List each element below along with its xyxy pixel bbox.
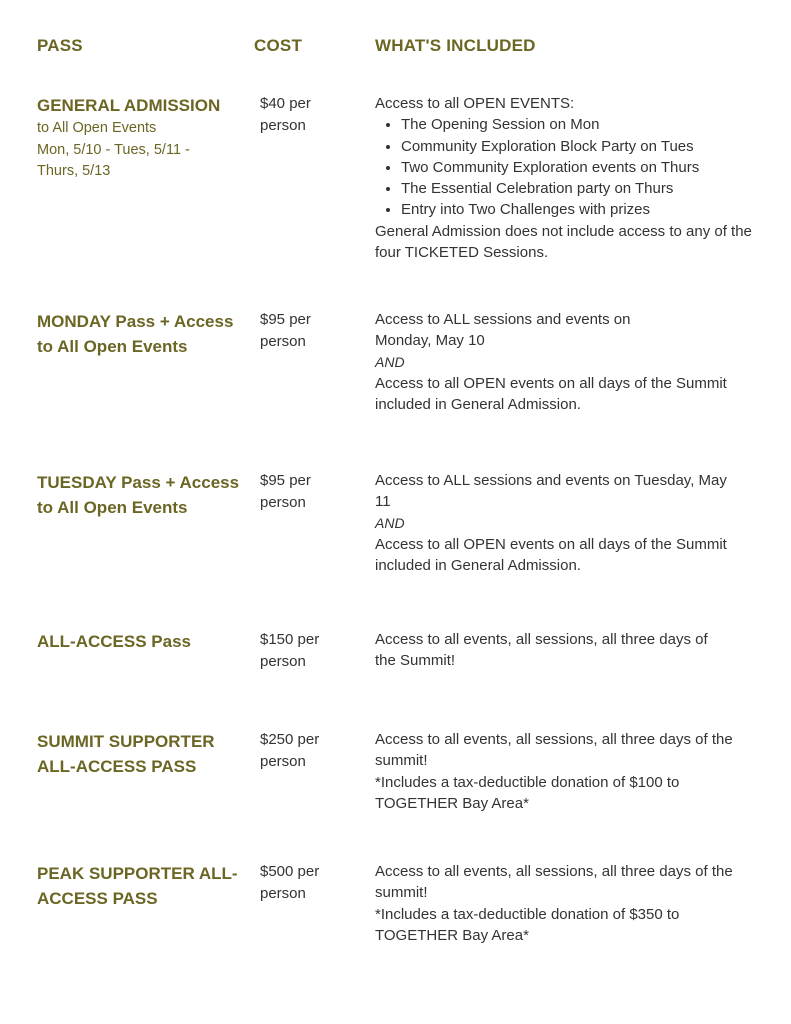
list-item: • Community Exploration Block Party on Tues: [401, 136, 780, 157]
pass-inclusions: [375, 93, 780, 263]
cost-amount: $500 per: [260, 863, 320, 880]
inclusion-list: [375, 114, 780, 220]
pass-title: TUESDAY Pass + Access to All Open Events: [37, 473, 240, 517]
inclusion-intro: Access to all OPEN EVENTS:: [375, 95, 575, 112]
pass-cost: [260, 470, 355, 513]
pass-inclusions: [375, 309, 780, 415]
inclusion-text: Access to all OPEN events on all days of the Summit included in General Admission.: [375, 374, 727, 414]
pass-name: [37, 629, 252, 654]
pass-inclusions: [375, 470, 740, 576]
cost-column-header: COST: [254, 36, 303, 55]
cost-amount: $250 per: [260, 731, 320, 748]
cost-amount: $95 per: [260, 472, 311, 489]
pass-title: ALL-ACCESS Pass: [37, 632, 191, 651]
cost-amount: $40 per: [260, 95, 311, 112]
inclusion-text: Monday, May 10: [375, 332, 485, 350]
inclusion-text: Access to all events, all sessions, all three days of the summit!: [375, 863, 733, 902]
cost-unit: person: [260, 493, 306, 511]
inclusion-text: Access to ALL sessions and events on Tuesday, May 11: [375, 472, 727, 511]
pass-cost: [260, 861, 355, 904]
pass-cost: [260, 629, 355, 672]
cost-unit: person: [260, 752, 306, 770]
pass-dates: Thurs, 5/13: [37, 163, 111, 179]
inclusion-and: AND: [375, 514, 405, 531]
inclusion-text: Access to ALL sessions and events on: [375, 311, 631, 328]
pass-name: [37, 93, 252, 183]
pass-name: [37, 861, 252, 911]
cost-unit: person: [260, 116, 306, 134]
inclusion-text: *Includes a tax-deductible donation of $100 to TOGETHER Bay Area*: [375, 773, 680, 812]
inclusion-text: Access to all events, all sessions, all three days of: [375, 631, 708, 648]
cost-unit: person: [260, 652, 306, 670]
inclusion-text: *Includes a tax-deductible donation of $350 to TOGETHER Bay Area*: [375, 905, 680, 944]
pass-title: MONDAY Pass + Access to All Open Events: [37, 312, 234, 356]
pass-cost: [260, 729, 355, 772]
inclusion-and: AND: [375, 353, 405, 370]
pass-column-header: PASS: [37, 36, 83, 55]
pass-cost: [260, 309, 355, 352]
list-item: • The Opening Session on Mon: [401, 114, 780, 135]
pass-subtitle: to All Open Events: [37, 120, 157, 136]
cost-amount: $150 per: [260, 631, 320, 648]
cost-unit: person: [260, 884, 306, 902]
included-column-header: WHAT'S INCLUDED: [375, 36, 536, 55]
list-item: • The Essential Celebration party on Thurs: [401, 178, 780, 199]
pass-title: PEAK SUPPORTER ALL-ACCESS PASS: [37, 864, 238, 908]
pass-cost: [260, 93, 355, 136]
cost-unit: person: [260, 332, 306, 350]
inclusion-text: Access to all OPEN events on all days of the Summit included in General Admission.: [375, 535, 727, 575]
pass-title: GENERAL ADMISSION: [37, 96, 221, 115]
pass-inclusions: [375, 729, 750, 814]
list-item: • Entry into Two Challenges with prizes: [401, 199, 780, 220]
pass-inclusions: [375, 629, 780, 672]
inclusion-text: the Summit!: [375, 652, 456, 670]
cost-amount: $95 per: [260, 311, 311, 328]
pass-name: [37, 470, 252, 520]
inclusion-note: General Admission does not include access to any of the four TICKETED Sessions.: [375, 222, 752, 262]
pass-title: SUMMIT SUPPORTER ALL-ACCESS PASS: [37, 732, 215, 776]
list-item: • Two Community Exploration events on Thurs: [401, 157, 780, 178]
pass-name: [37, 309, 252, 359]
pass-name: [37, 729, 252, 779]
pass-dates: Mon, 5/10 - Tues, 5/11 -: [37, 141, 190, 158]
pass-inclusions: [375, 861, 750, 946]
inclusion-text: Access to all events, all sessions, all three days of the summit!: [375, 731, 733, 770]
